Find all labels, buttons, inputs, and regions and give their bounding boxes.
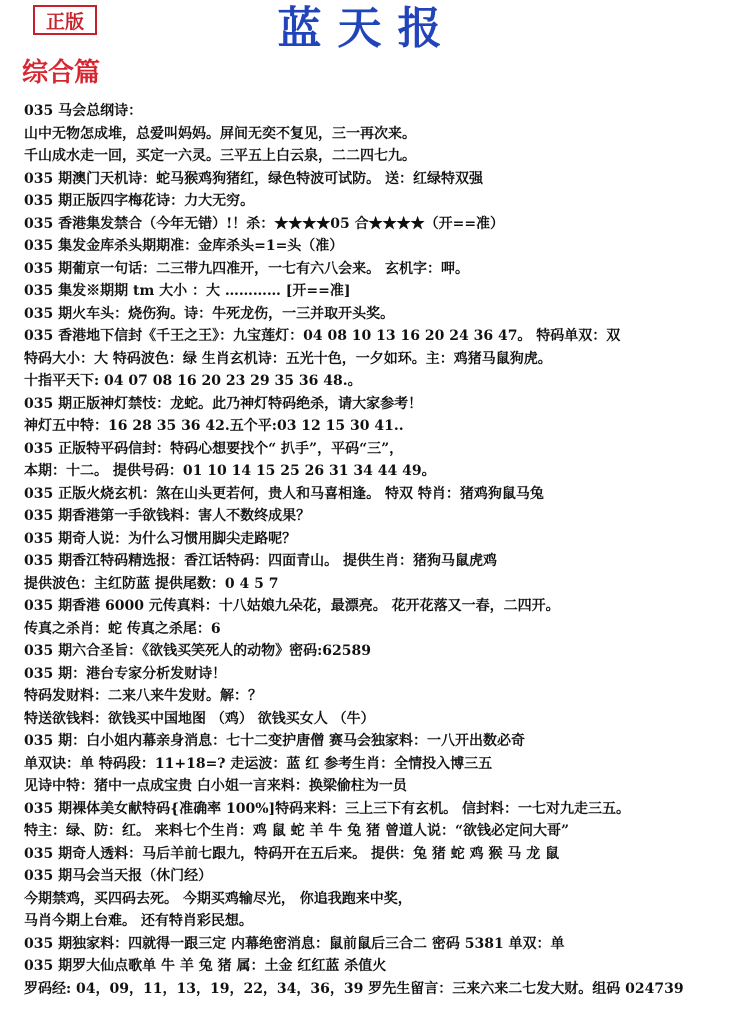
text-line: 035 期独家料：四就得一跟三定 内幕绝密消息：鼠前鼠后三合二 密码 5381 单双：单: [24, 935, 565, 952]
article-body: [24, 100, 729, 1000]
text-line: 传真之杀肖：蛇 传真之杀尾：6: [24, 620, 221, 637]
text-line: 035 期六合圣旨：《欲钱买笑死人的动物》密码:62589: [24, 643, 371, 659]
text-line: 今期禁鸡，买四码去死。 今期买鸡输尽光， 你追我跑来中奖，: [24, 890, 412, 907]
text-line: 035 马会总纲诗：: [24, 103, 143, 119]
text-line: 马肖今期上台难。 还有特肖彩民想。: [24, 913, 253, 929]
text-line: 神灯五中特：16 28 35 36 42.五个平:03 12 15 30 41..: [24, 418, 404, 434]
text-line: 035 期罗大仙点歌单 牛 羊 兔 猪 属：土金 红红蓝 杀值火: [24, 958, 387, 974]
text-line: 035 期奇人透料：马后羊前七跟九，特码开在五后来。 提供：兔 猪 蛇 鸡 猴 马 龙 鼠: [24, 845, 560, 862]
text-line: 035 期正版神灯禁忮：龙蛇。此乃神灯特码绝杀，请大家参考！: [24, 395, 423, 412]
newspaper-masthead: 蓝天报: [277, 3, 458, 54]
text-line: 035 期：白小姐内幕亲身消息：七十二变护唐僧 赛马会独家料：一八开出数必奇: [24, 733, 525, 749]
text-line: 单双诀：单 特码段：11+18=? 走运波：蓝 红 参考生肖：全情投入博三五: [24, 755, 493, 772]
text-line: 035 期澳门天机诗：蛇马猴鸡狗猪红，绿色特波可试防。 送：红绿特双强: [24, 170, 483, 187]
text-line: 035 正版特平码信封：特码心想要找个“ 扒手”，平码“三”，: [24, 440, 404, 457]
text-line: 035 集发※期期 tm 大小 ：大 ………… [开==准]: [24, 283, 351, 299]
text-line: 提供波色：主红防蓝 提供尾数：0 4 5 7: [24, 575, 279, 592]
text-line: 特主：绿、防：红。 来料七个生肖：鸡 鼠 蛇 羊 牛 兔 猪 曾道人说：“欲钱必定问大哥”: [24, 823, 570, 839]
text-line: 035 香港地下信封《千王之王》：九宝莲灯：04 08 10 13 16 20 24 36 47。 特码单双：双: [24, 328, 621, 344]
section-title: 综合篇: [22, 58, 101, 88]
text-line: 035 期香港第一手欲钱料：害人不数终成果？: [24, 508, 311, 524]
text-line: 山中无物怎成堆，总爱叫妈妈。屏间无奕不复见，三一再次来。: [24, 125, 416, 142]
text-line: 035 期香江特码精选报：香江话特码：四面青山。 提供生肖：猪狗马鼠虎鸡: [24, 553, 497, 569]
text-line: 特送欲钱料：欲钱买中国地图 （鸡） 欲钱买女人 （牛）: [24, 710, 375, 727]
text-line: 035 期奇人说：为什么习惯用脚尖走路呢？: [24, 530, 297, 547]
text-line: 特码发财料：二来八来牛发财。解：？: [24, 688, 262, 704]
text-line: 035 期火车头：烧伤狗。诗：牛死龙伤，一三并取开头奖。: [24, 305, 395, 322]
text-line: 罗码经: 04，09，11，13，19，22，34，36，39 罗先生留言：三来六来二七发大财。组码 024739: [24, 980, 684, 997]
text-line: 035 期香港 6000 元传真料：十八姑娘九朵花，最漂亮。 花开花落又一春，二四开。: [24, 598, 560, 614]
text-line: 十指平天下: 04 07 08 16 20 23 29 35 36 48.。: [24, 373, 362, 389]
text-line: 035 集发金库杀头期期准：金库杀头=1=头（准）: [24, 238, 344, 254]
text-line: 035 香港集发禁合（今年无错）!！杀：★★★★05 合★★★★（开==准）: [24, 215, 505, 232]
text-line: 035 期：港台专家分析发财诗！: [24, 665, 227, 682]
text-line: 本期：十二。 提供号码：01 10 14 15 25 26 31 34 44 49。: [24, 463, 436, 479]
text-line: 见诗中特：猪中一点成宝贵 白小姐一言来料：换梁偷柱为一员: [24, 778, 407, 794]
text-line: 035 期葡京一句话：二三带九四准开，一七有六八会来。 玄机字：呷。: [24, 260, 469, 277]
text-line: 特码大小：大 特码波色：绿 生肖玄机诗：五光十色，一夕如环。主：鸡猪马鼠狗虎。: [24, 350, 552, 367]
text-line: 035 期马会当天报（休门经）: [24, 868, 213, 884]
text-line: 035 正版火烧玄机：煞在山头更若何，贵人和马喜相逢。 特双 特肖：猪鸡狗鼠马兔: [24, 485, 544, 502]
text-line: 035 期裸体美女献特码{准确率 100%]特码来料：三上三下有玄机。 信封料：一七对九走三五。: [24, 800, 630, 817]
genuine-edition-stamp: 正版: [33, 5, 97, 35]
text-line: 千山成水走一回，买定一六灵。三平五上白云泉，二二四七九。: [24, 148, 416, 164]
text-line: 035 期正版四字梅花诗：力大无穷。: [24, 193, 255, 209]
